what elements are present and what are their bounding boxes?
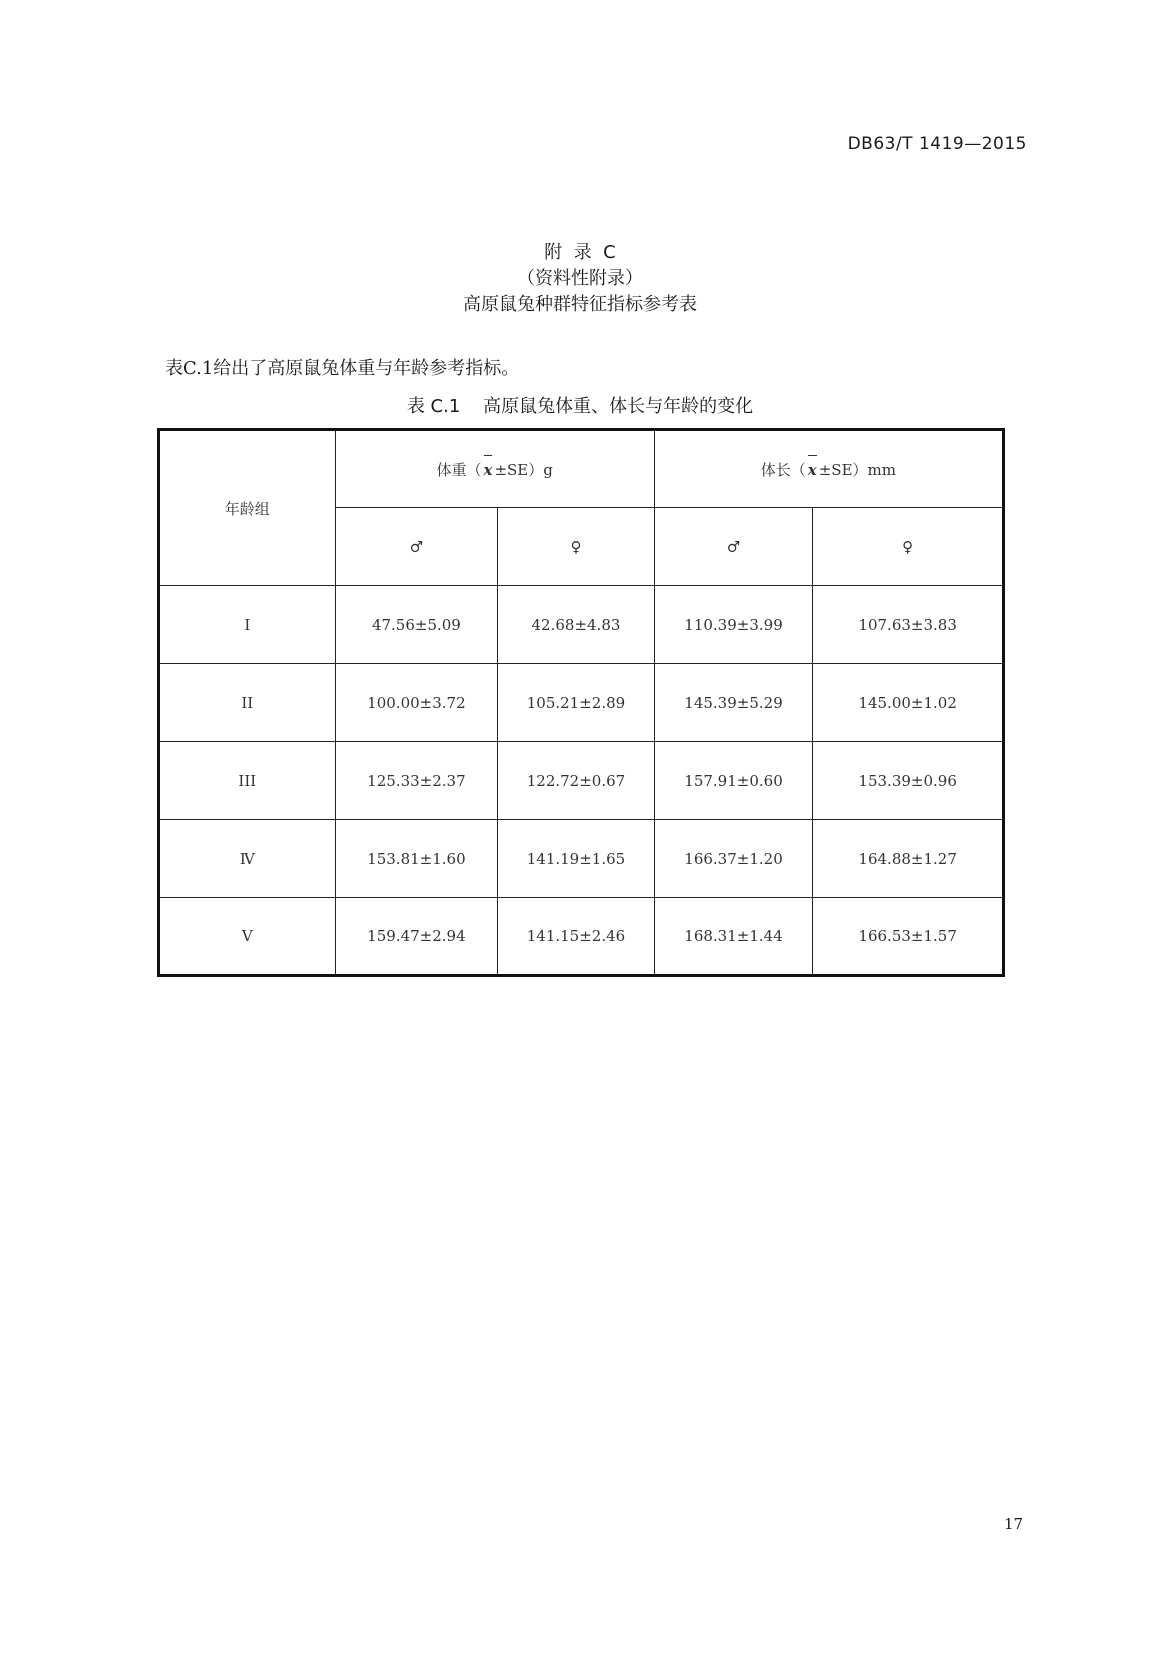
age-group-cell: V — [159, 898, 336, 976]
age-group-cell: III — [159, 742, 336, 820]
female-weight-cell: 141.19±1.65 — [498, 820, 655, 898]
male-weight-cell: 47.56±5.09 — [335, 586, 498, 664]
weight-header — [335, 430, 654, 508]
female-length-cell: 164.88±1.27 — [813, 820, 1004, 898]
length-header-suffix: ±SE）mm — [818, 460, 896, 479]
document-code: DB63/T 1419—2015 — [847, 134, 1027, 154]
male-weight-cell: 153.81±1.60 — [335, 820, 498, 898]
male-length-header: ♂ — [654, 508, 813, 586]
weight-header-suffix: ±SE）g — [494, 460, 553, 479]
male-weight-cell: 100.00±3.72 — [335, 664, 498, 742]
table-row — [159, 664, 1004, 742]
female-length-cell: 145.00±1.02 — [813, 664, 1004, 742]
page-number: 17 — [1004, 1515, 1024, 1533]
female-weight-cell: 105.21±2.89 — [498, 664, 655, 742]
length-header-prefix: 体长（ — [760, 460, 806, 479]
male-length-cell: 168.31±1.44 — [654, 898, 813, 976]
length-header — [654, 430, 1003, 508]
intro-paragraph: 表C.1给出了高原鼠兔体重与年龄参考指标。 — [165, 358, 520, 379]
age-group-header: 年龄组 — [159, 430, 336, 586]
female-length-header: ♀ — [813, 508, 1004, 586]
female-length-cell: 166.53±1.57 — [813, 898, 1004, 976]
male-weight-cell: 159.47±2.94 — [335, 898, 498, 976]
appendix-heading: 高原鼠兔种群特征指标参考表 — [463, 294, 697, 315]
table-row — [159, 898, 1004, 976]
appendix-subtitle: （资料性附录） — [517, 268, 643, 289]
age-group-cell: I — [159, 586, 336, 664]
table-header-row — [159, 430, 1004, 508]
appendix-title-block — [0, 240, 1160, 318]
table-caption: 表 C.1 高原鼠兔体重、体长与年龄的变化 — [406, 396, 754, 417]
male-length-cell: 110.39±3.99 — [654, 586, 813, 664]
male-length-cell: 157.91±0.60 — [654, 742, 813, 820]
table-row — [159, 586, 1004, 664]
male-weight-header: ♂ — [335, 508, 498, 586]
table-row — [159, 820, 1004, 898]
male-weight-cell: 125.33±2.37 — [335, 742, 498, 820]
age-group-cell: II — [159, 664, 336, 742]
female-weight-cell: 122.72±0.67 — [498, 742, 655, 820]
female-weight-cell: 42.68±4.83 — [498, 586, 655, 664]
table-row — [159, 742, 1004, 820]
age-group-cell: Ⅳ — [159, 820, 336, 898]
female-length-cell: 107.63±3.83 — [813, 586, 1004, 664]
appendix-title: 附 录 C — [544, 242, 616, 263]
female-weight-header: ♀ — [498, 508, 655, 586]
mean-symbol: x — [807, 460, 817, 479]
female-length-cell: 153.39±0.96 — [813, 742, 1004, 820]
male-length-cell: 145.39±5.29 — [654, 664, 813, 742]
female-weight-cell: 141.15±2.46 — [498, 898, 655, 976]
mean-symbol: x — [483, 460, 493, 479]
male-length-cell: 166.37±1.20 — [654, 820, 813, 898]
weight-header-prefix: 体重（ — [436, 460, 482, 479]
age-weight-length-table — [157, 428, 1005, 977]
